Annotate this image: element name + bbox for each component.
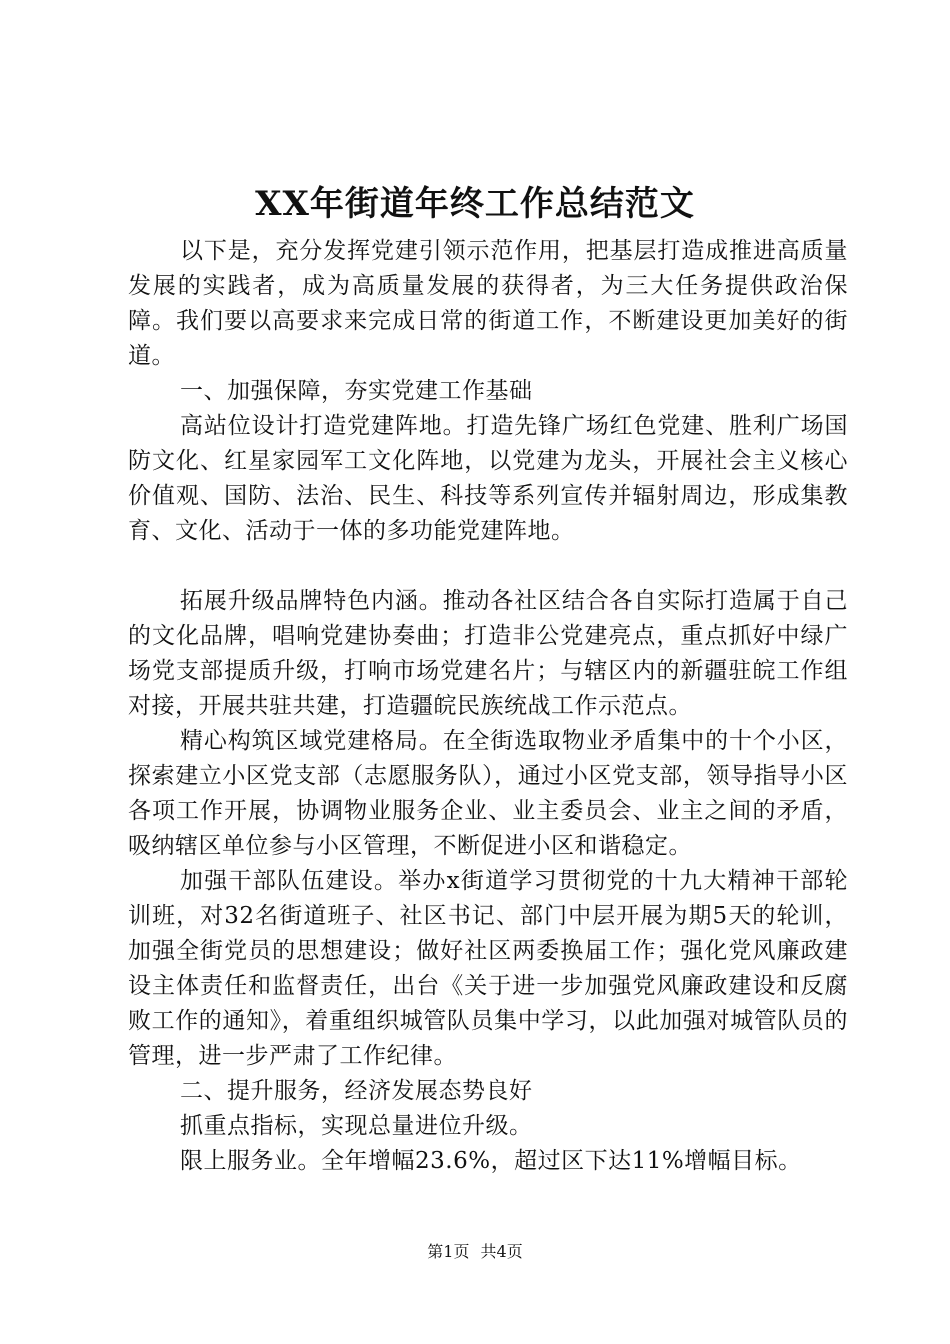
paragraph-key-indicators: 抓重点指标，实现总量进位升级。 [180,1113,533,1139]
page-footer [0,1240,950,1264]
page-total: 共4页 [480,1242,523,1261]
section-heading-2: 二、提升服务，经济发展态势良好 [180,1078,533,1104]
document-body [128,234,848,1179]
paragraph-regional-pattern: 精心构筑区域党建格局。在全街选取物业矛盾集中的十个小区，探索建立小区党支部（志愿服务队），通过小区党支部，领导指导小区各项工作开展，协调物业服务企业、业主委员会、业主之间的矛盾，吸纳辖区单位参与小区管理，不断促进小区和谐稳定。 [128,728,848,859]
document-title: XX年街道年终工作总结范文 [255,184,695,224]
paragraph-cadre-team: 加强干部队伍建设。举办x街道学习贯彻党的十九大精神干部轮训班，对32名街道班子、社区书记、部门中层开展为期5天的轮训，加强全街党员的思想建设；做好社区两委换届工作；强化党风廉政建设主体责任和监督责任，出台《关于进一步加强党风廉政建设和反腐败工作的通知》，着重组织城管队员集中学习，以此加强对城管队员的管理，进一步严肃了工作纪律。 [128,868,848,1069]
page-number: 第1页 [427,1242,470,1261]
paragraph-service-industry: 限上服务业。全年增幅23.6%，超过区下达11%增幅目标。 [180,1148,802,1174]
paragraph-party-position: 高站位设计打造党建阵地。打造先锋广场红色党建、胜利广场国防文化、红星家园军工文化阵地，以党建为龙头，开展社会主义核心价值观、国防、法治、民生、科技等系列宣传并辐射周边，形成集教育、文化、活动于一体的多功能党建阵地。 [128,413,848,544]
paragraph-intro: 以下是，充分发挥党建引领示范作用，把基层打造成推进高质量发展的实践者，成为高质量发展的获得者，为三大任务提供政治保障。我们要以高要求来完成日常的街道工作，不断建设更加美好的街道。 [128,238,848,369]
section-heading-1: 一、加强保障，夯实党建工作基础 [180,378,533,404]
paragraph-brand-expansion: 拓展升级品牌特色内涵。推动各社区结合各自实际打造属于自己的文化品牌，唱响党建协奏曲；打造非公党建亮点，重点抓好中绿广场党支部提质升级，打响市场党建名片；与辖区内的新疆驻皖工作组对接，开展共驻共建，打造疆皖民族统战工作示范点。 [128,588,848,719]
